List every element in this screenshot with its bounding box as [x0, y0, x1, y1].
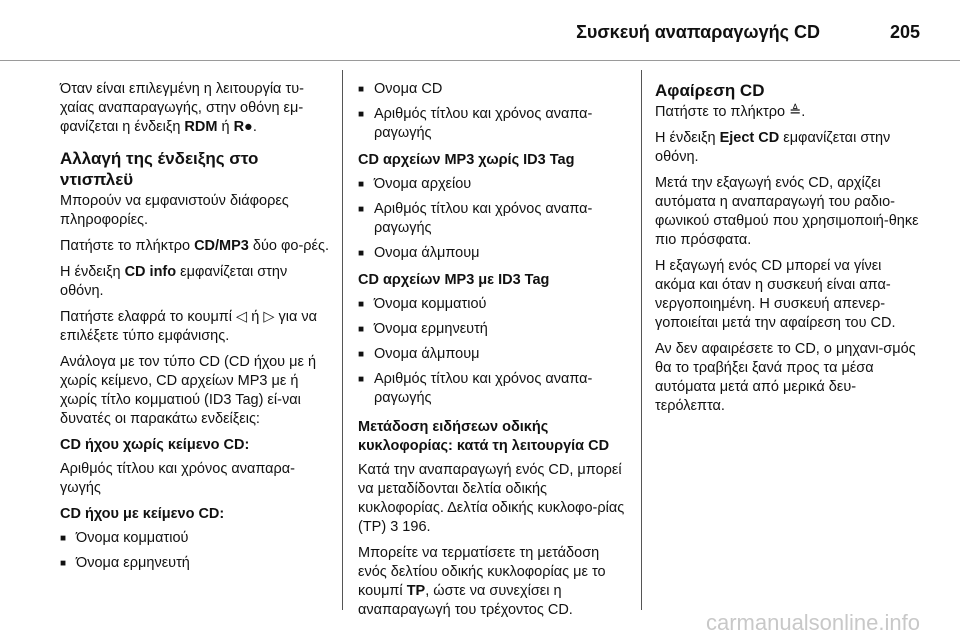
eject-press-paragraph: Πατήστε το πλήκτρο ≜. — [655, 104, 806, 120]
page-title: Συσκευή αναπαραγωγής CD — [576, 22, 820, 42]
eject-off-paragraph: Η εξαγωγή ενός CD μπορεί να γίνει ακόμα και όταν η συσκευή είναι απα-νεργοποιημένη. Η συσκευή απενερ-γοποιείται μετά την αφαίρεση του CD. — [655, 258, 896, 331]
list-item: ■ Αριθμός τίτλου και χρόνος αναπα-ραγωγής — [358, 370, 628, 408]
list-item: ■ Αριθμός τίτλου και χρόνος αναπα-ραγωγής — [358, 200, 628, 238]
press-cd-mp3-paragraph: Πατήστε το πλήκτρο CD/MP3 δύο φο-ρές. — [60, 238, 330, 254]
subheading-mp3-id3: CD αρχείων MP3 με ID3 Tag — [358, 272, 550, 288]
subheading-audio-cd-text: CD ήχου με κείμενο CD: — [60, 506, 225, 522]
rdm-label: RDM — [184, 119, 218, 135]
eject-cd-paragraph: Η ένδειξη Eject CD εμφανίζεται στην οθόνη. — [655, 130, 891, 165]
random-play-paragraph: Όταν είναι επιλεγμένη η λειτουργία τυ-χαίας αναπαραγωγής, στην οθόνη εμ-φανίζεται η ένδειξη RDM ή R●. — [60, 81, 304, 135]
column-divider-left — [342, 70, 343, 610]
section-heading-eject: Αφαίρεση CD — [655, 81, 765, 100]
column-right — [655, 80, 925, 423]
cd-type-paragraph: Ανάλογα με τον τύπο CD (CD ήχου με ή χωρίς κείμενο, CD αρχείων MP3 με ή χωρίς τίτλο κομματιού (ID3 Tag) εί-ναι δυνατές οι παρακάτω ενδείξεις: — [60, 354, 317, 427]
radio-resume-paragraph: Μετά την εξαγωγή ενός CD, αρχίζει αυτόματα η αναπαραγωγή του ραδιο-φωνικού σταθμού που χρησιμοποιή-θηκε πιο πρόσφατα. — [655, 175, 919, 248]
audio-cd-text-list — [60, 529, 330, 573]
section-heading-display: Αλλαγή της ένδειξης στο ντισπλεϋ — [60, 149, 259, 189]
mp3-id3-list — [358, 295, 628, 408]
cd-info-paragraph: Η ένδειξη CD info εμφανίζεται στην οθόνη. — [60, 264, 288, 299]
eject-icon: ≜ — [789, 104, 802, 120]
random-symbol-icon: R● — [233, 119, 253, 135]
tp-key-paragraph: Μπορείτε να τερματίσετε τη μετάδοση ενός δελτίου οδικής κυκλοφορίας με το κουμπί TP, ώστε να συνεχίσει η αναπαραγωγή του τρέχοντος CD. — [358, 545, 606, 618]
page-header — [0, 0, 960, 61]
list-item: ■ Όνομα κομματιού — [358, 295, 628, 314]
traffic-news-paragraph: Κατά την αναπαραγωγή ενός CD, μπορεί να μεταδίδονται δελτία οδικής κυκλοφορίας. Δελτία οδικής κυκλοφο-ρίας (TP) 3 196. — [358, 462, 625, 535]
list-item: ■ Όνομα ερμηνευτή — [358, 320, 628, 339]
column-middle — [358, 80, 628, 627]
left-arrow-icon: ◁ — [236, 309, 248, 325]
eject-cd-label: Eject CD — [719, 130, 780, 146]
mp3-no-id3-list — [358, 175, 628, 263]
list-item: ■ Ονομα CD — [358, 80, 628, 99]
tp-key-label: TP — [406, 583, 426, 599]
column-left — [60, 80, 330, 581]
list-item: ■ Αριθμός τίτλου και χρόνος αναπα-ραγωγής — [358, 105, 628, 143]
list-item: ■ Όνομα κομματιού — [60, 529, 330, 548]
auto-retract-paragraph: Αν δεν αφαιρέσετε το CD, ο μηχανι-σμός θα το τραβήξει ξανά προς τα μέσα αυτόματα μετά από μερικά δευ-τερόλεπτα. — [655, 341, 916, 414]
info-paragraph: Μπορούν να εμφανιστούν διάφορες πληροφορίες. — [60, 193, 289, 228]
column-divider-right — [641, 70, 642, 610]
cd-info-label: CD info — [124, 264, 177, 280]
watermark: carmanualsonline.info — [705, 610, 920, 635]
right-arrow-icon: ▷ — [263, 309, 275, 325]
track-time-paragraph: Αριθμός τίτλου και χρόνος αναπαρα-γωγής — [60, 461, 295, 496]
page-reference-link[interactable]: 3 196 — [390, 519, 427, 535]
list-item: ■ Ονομα άλμπουμ — [358, 345, 628, 364]
arrow-key-paragraph: Πατήστε ελαφρά το κουμπί ◁ ή ▷ για να επιλέξετε τύπο εμφάνισης. — [60, 309, 318, 344]
subheading-mp3-no-id3: CD αρχείων MP3 χωρίς ID3 Tag — [358, 152, 575, 168]
page-number: 205 — [889, 22, 920, 42]
subheading-audio-cd-no-text: CD ήχου χωρίς κείμενο CD: — [60, 437, 250, 453]
audio-cd-text-list-cont — [358, 80, 628, 143]
list-item: ■ Όνομα ερμηνευτή — [60, 554, 330, 573]
cd-mp3-key-label: CD/MP3 — [194, 238, 249, 254]
subheading-traffic-news: Μετάδοση ειδήσεων οδικής κυκλοφορίας: κατά τη λειτουργία CD — [358, 419, 610, 454]
list-item: ■ Όνομα αρχείου — [358, 175, 628, 194]
list-item: ■ Ονομα άλμπουμ — [358, 244, 628, 263]
